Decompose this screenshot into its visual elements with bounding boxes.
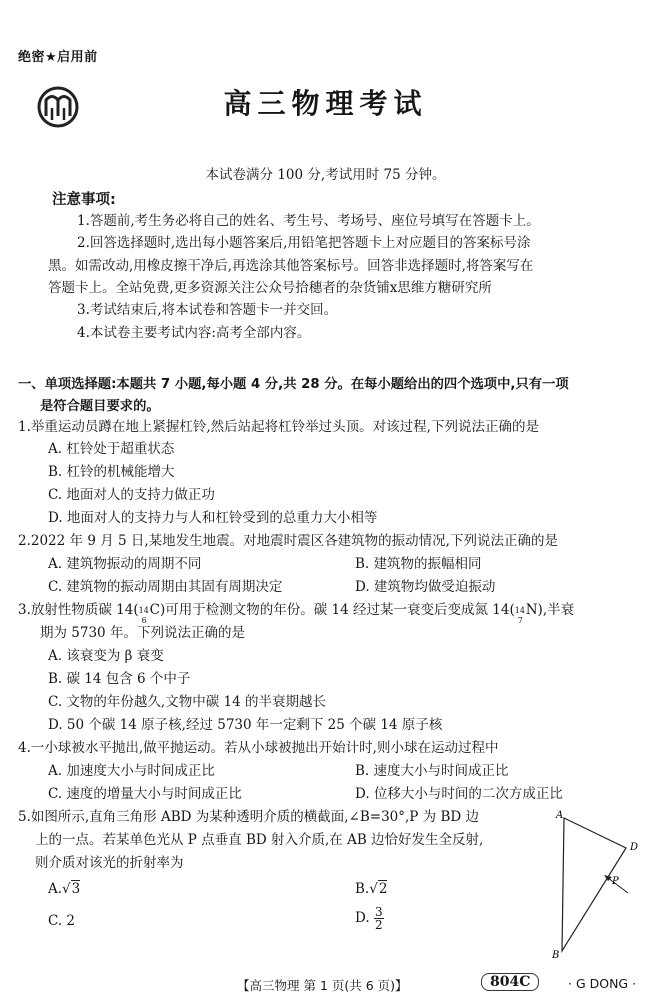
q1-option-b: B. 杠铃的机械能增大 — [48, 464, 175, 480]
page-title: 高三物理考试 — [223, 87, 428, 120]
q5-option-d: D. $\frac{3}{2}$ — [355, 905, 383, 932]
notice-line-4: 答题卡上。全站免费,更多资源关注公众号拾穗者的杂货铺x思维方糖研究所 — [48, 280, 492, 296]
q5-stem-line-3: 则介质对该光的折射率为 — [35, 855, 184, 871]
notice-line-6: 4.本试卷主要考试内容:高考全部内容。 — [77, 325, 311, 341]
confidential-label: 绝密★启用前 — [18, 50, 98, 65]
q4-option-b: B. 速度大小与时间成正比 — [355, 763, 509, 779]
q1-stem: 1.举重运动员蹲在地上紧握杠铃,然后站起将杠铃举过头顶。对该过程,下列说法正确的是 — [18, 419, 539, 435]
q3-option-d: D. 50 个碳 14 原子核,经过 5730 年一定剩下 25 个碳 14 原子核 — [48, 717, 443, 733]
q2-option-d: D. 建筑物均做受迫振动 — [355, 579, 496, 595]
q4-stem: 4.一小球被水平抛出,做平抛运动。若从小球被抛出开始计时,则小球在运动过程中 — [18, 740, 499, 756]
q2-stem: 2.2022 年 9 月 5 日,某地发生地震。对地震时震区各建筑物的振动情况,下列说法正确的是 — [18, 533, 558, 549]
q3-stem-part-2: )可用于检测文物的年份。碳 14 经过某一衰变后变成氮 14( — [159, 602, 515, 618]
q3-option-c: C. 文物的年份越久,文物中碳 14 的半衰期越长 — [48, 694, 326, 710]
q3-option-b: B. 碳 14 包含 6 个中子 — [48, 671, 191, 687]
page-info: 【高三物理 第 1 页(共 6 页)】 — [237, 978, 408, 993]
exam-code-badge: 804C — [481, 973, 539, 991]
q2-option-a: A. 建筑物振动的周期不同 — [48, 556, 202, 572]
q5-option-b: B.√2 — [355, 881, 388, 897]
section-heading-line-2: 是符合题目要求的。 — [40, 399, 160, 414]
q5-stem-line-1: 5.如图所示,直角三角形 ABD 为某种透明介质的横截面,∠B=30°,P 为 BD 边 — [18, 809, 480, 825]
region-label: · G DONG · — [568, 976, 637, 991]
vertex-d-label: D — [630, 842, 639, 853]
q3-option-a: A. 该衰变为 β 衰变 — [48, 648, 164, 664]
carbon-isotope: 14 6 — [138, 605, 149, 625]
q5-option-c: C. 2 — [48, 913, 76, 929]
section-heading-line-1: 一、单项选择题:本题共 7 小题,每小题 4 分,共 28 分。在每小题给出的四个选项中,只有一项 — [18, 377, 569, 392]
notice-line-2: 2.回答选择题时,选出每小题答案后,用铅笔把答题卡上对应题目的答案标号涂 — [77, 235, 531, 251]
q3-stem-part-1: 3.放射性物质碳 14( — [18, 602, 139, 618]
q4-option-d: D. 位移大小与时间的二次方成正比 — [355, 786, 563, 802]
vertex-a-label: A — [556, 810, 564, 821]
point-p-label: P — [612, 876, 619, 887]
score-time-line: 本试卷满分 100 分,考试用时 75 分钟。 — [205, 167, 446, 183]
q3-stem-part-3: ),半衰 — [537, 602, 575, 618]
nitrogen-isotope: 14 7 — [514, 605, 525, 625]
triangle-figure — [548, 808, 644, 964]
q2-option-c: C. 建筑物的振动周期由其固有周期决定 — [48, 579, 283, 595]
fraction-three-halves: $\frac{3}{2}$ — [374, 905, 383, 932]
q1-option-d: D. 地面对人的支持力与人和杠铃受到的总重力大小相等 — [48, 510, 378, 526]
notice-line-5: 3.考试结束后,将本试卷和答题卡一并交回。 — [77, 302, 338, 318]
notice-line-3: 黑。如需改动,用橡皮擦干净后,再选涂其他答案标号。回答非选择题时,将答案写在 — [48, 258, 534, 274]
q3-stem-line-1: 3.放射性物质碳 14( 14 6 C)可用于检测文物的年份。碳 14 经过某一衰变后变成氮 14( 14 7 N),半衰 — [18, 602, 575, 625]
q3-stem-line-2: 期为 5730 年。下列说法正确的是 — [40, 625, 245, 641]
notice-line-1: 1.答题前,考生务必将自己的姓名、考生号、考场号、座位号填写在答题卡上。 — [77, 213, 540, 229]
q4-option-c: C. 速度的增量大小与时间成正比 — [48, 786, 242, 802]
q2-option-b: B. 建筑物的振幅相同 — [355, 556, 482, 572]
vertex-b-label: B — [552, 950, 560, 961]
q5-stem-line-2: 上的一点。若某单色光从 P 点垂直 BD 射入介质,在 AB 边恰好发生全反射, — [35, 832, 484, 848]
notice-heading: 注意事项: — [52, 192, 116, 208]
q1-option-a: A. 杠铃处于超重状态 — [48, 441, 175, 457]
q5-option-a: A.√3 — [48, 881, 81, 897]
q4-option-a: A. 加速度大小与时间成正比 — [48, 763, 215, 779]
q1-option-c: C. 地面对人的支持力做正功 — [48, 487, 215, 503]
